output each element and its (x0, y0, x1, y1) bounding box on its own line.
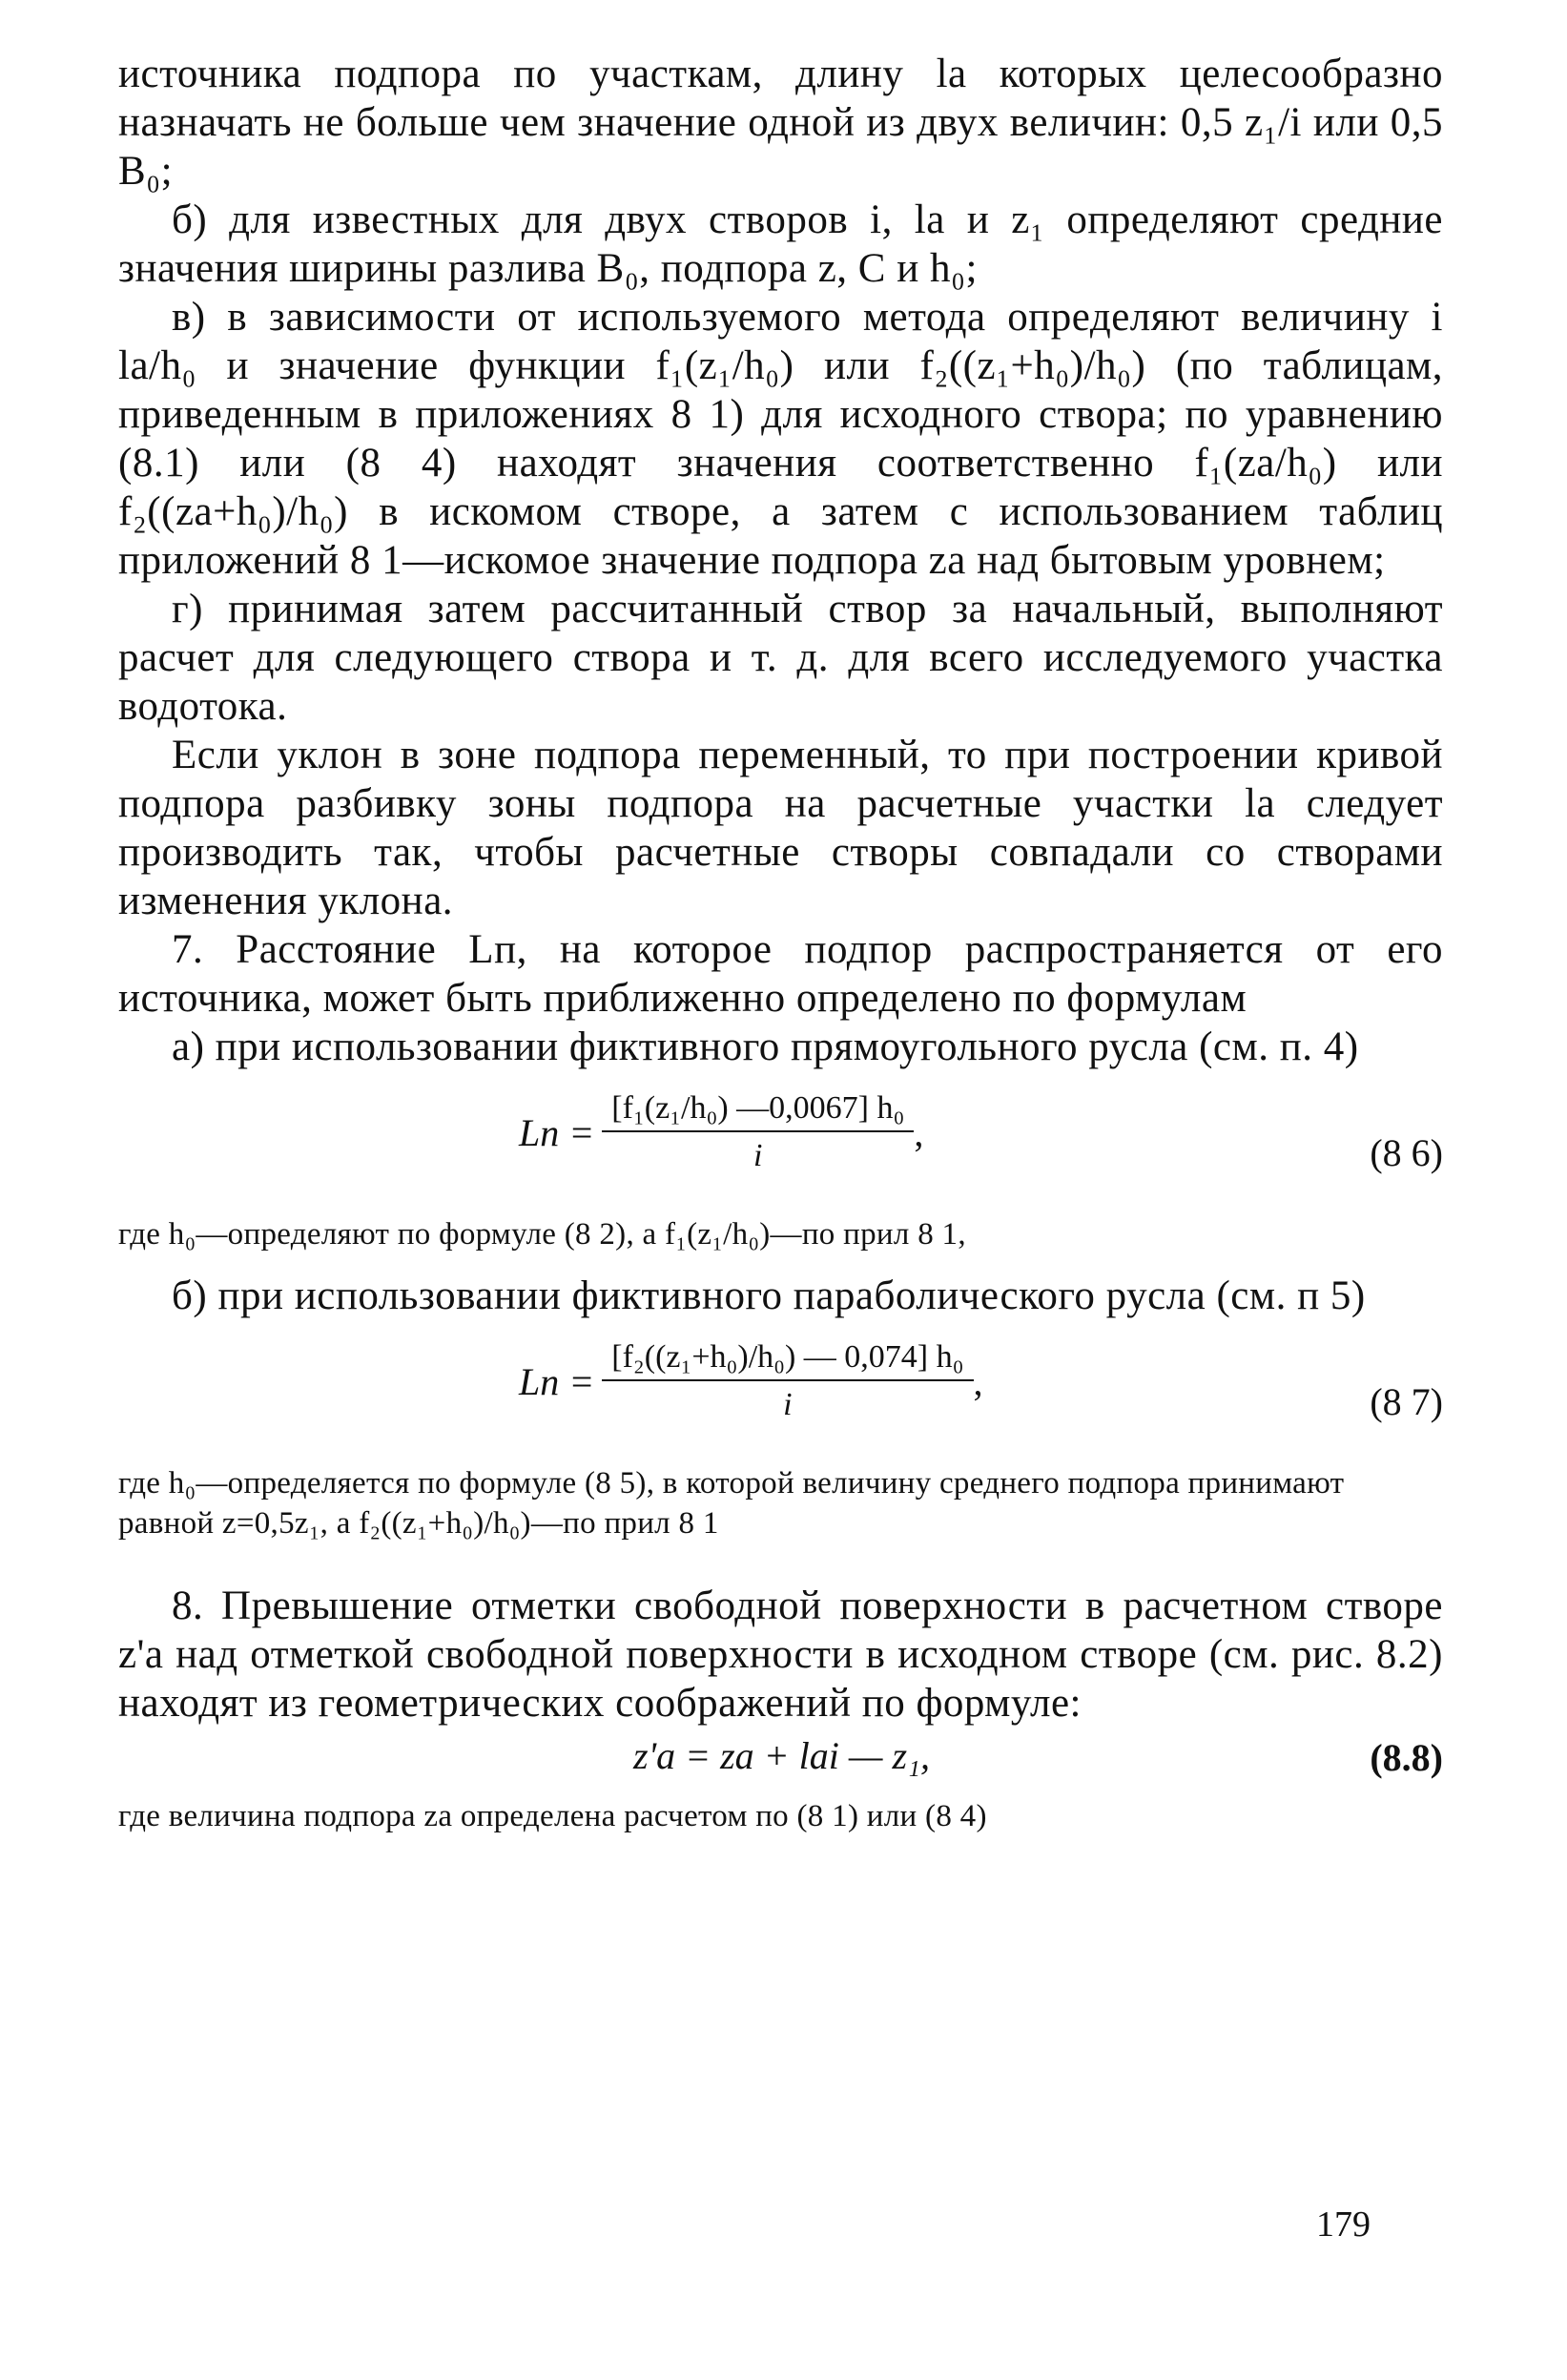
equation-8-8-body: z'а = zа + lаi — z₁, (633, 1734, 930, 1777)
note-8-6: где h₀—определяют по формуле (8 2), а f₁(z₁/h₀)—по прил 8 1, (118, 1217, 966, 1252)
equation-8-7-number: (8 7) (1370, 1380, 1443, 1423)
equation-8-7-denominator: i (783, 1387, 793, 1422)
note-8-8: где величина подпора zа определена расчетом по (8 1) или (8 4) (118, 1799, 987, 1833)
paragraph-7b: б) при использовании фиктивного параболического русла (см. п 5) (172, 1273, 1366, 1318)
paragraph-v: в) в зависимости от используемого метода определяют величину i lа/h₀ и значение функции f₁(z₁/h₀) или f₂((z₁+h₀)/h₀) (по таблицам, приведенным в приложениях 8 1) для исходного створа; по уравнению (8.1) или (8 4) находят значения соответственно f₁(zа/h₀) или f₂((zа+h₀)/h₀) в искомом створе, а затем с использованием таблиц приложений 8 1—искомое значение подпора zа над бытовым уровнем; (118, 295, 1443, 583)
equation-8-7-numerator: [f₂((z₁+h₀)/h₀) — 0,074] h₀ (602, 1339, 973, 1381)
equation-8-7-fraction (602, 1339, 973, 1423)
paragraph-1: источника подпора по участкам, длину lа которых целесообразно назначать не больше чем значение одной из двух величин: 0,5 z₁/i или 0,5 B₀; (118, 52, 1443, 194)
equation-8-6-lhs: Lп = (519, 1110, 595, 1154)
equation-8-7 (118, 1320, 1443, 1463)
equation-8-7-lhs: Lп = (519, 1359, 595, 1403)
equation-8-8 (118, 1728, 1443, 1796)
equation-8-6-number: (8 6) (1370, 1131, 1443, 1174)
paragraph-7: 7. Расстояние Lп, на которое подпор распространяется от его источника, может быть приближенно определено по формулам (118, 927, 1443, 1021)
equation-8-7-tail: , (973, 1359, 983, 1403)
equation-8-8-number: (8.8) (1370, 1736, 1443, 1779)
page-number: 179 (1316, 2204, 1371, 2245)
equation-8-6-fraction (602, 1090, 914, 1174)
paragraph-g: г) принимая затем рассчитанный створ за начальный, выполняют расчет для следующего створа и т. д. для всего исследуемого участка водотока. (118, 587, 1443, 729)
paragraph-b: б) для известных для двух створов i, lа и z₁ определяют средние значения ширины разлива B₀, подпора z, C и h₀; (118, 197, 1443, 291)
equation-8-6-numerator: [f₁(z₁/h₀) —0,0067] h₀ (602, 1090, 914, 1132)
note-8-7: где h₀—определяется по формуле (8 5), в которой величину среднего подпора принимают равной z=0,5z₁, а f₂((z₁+h₀)/h₀)—по прил 8 1 (118, 1466, 1345, 1541)
paragraph-slope: Если уклон в зоне подпора переменный, то при построении кривой подпора разбивку зоны подпора на расчетные участки lа следует производить так, чтобы расчетные створы совпадали со створами изменения уклона. (118, 733, 1443, 923)
paragraph-7a: а) при использовании фиктивного прямоугольного русла (см. п. 4) (172, 1024, 1359, 1069)
equation-8-6 (118, 1071, 1443, 1214)
equation-8-6-tail: , (914, 1110, 924, 1154)
paragraph-8: 8. Превышение отметки свободной поверхности в расчетном створе z'а над отметкой свободной поверхности в исходном створе (см. рис. 8.2) находят из геометрических соображений по формуле: (118, 1583, 1443, 1726)
equation-8-6-denominator: i (753, 1138, 763, 1173)
